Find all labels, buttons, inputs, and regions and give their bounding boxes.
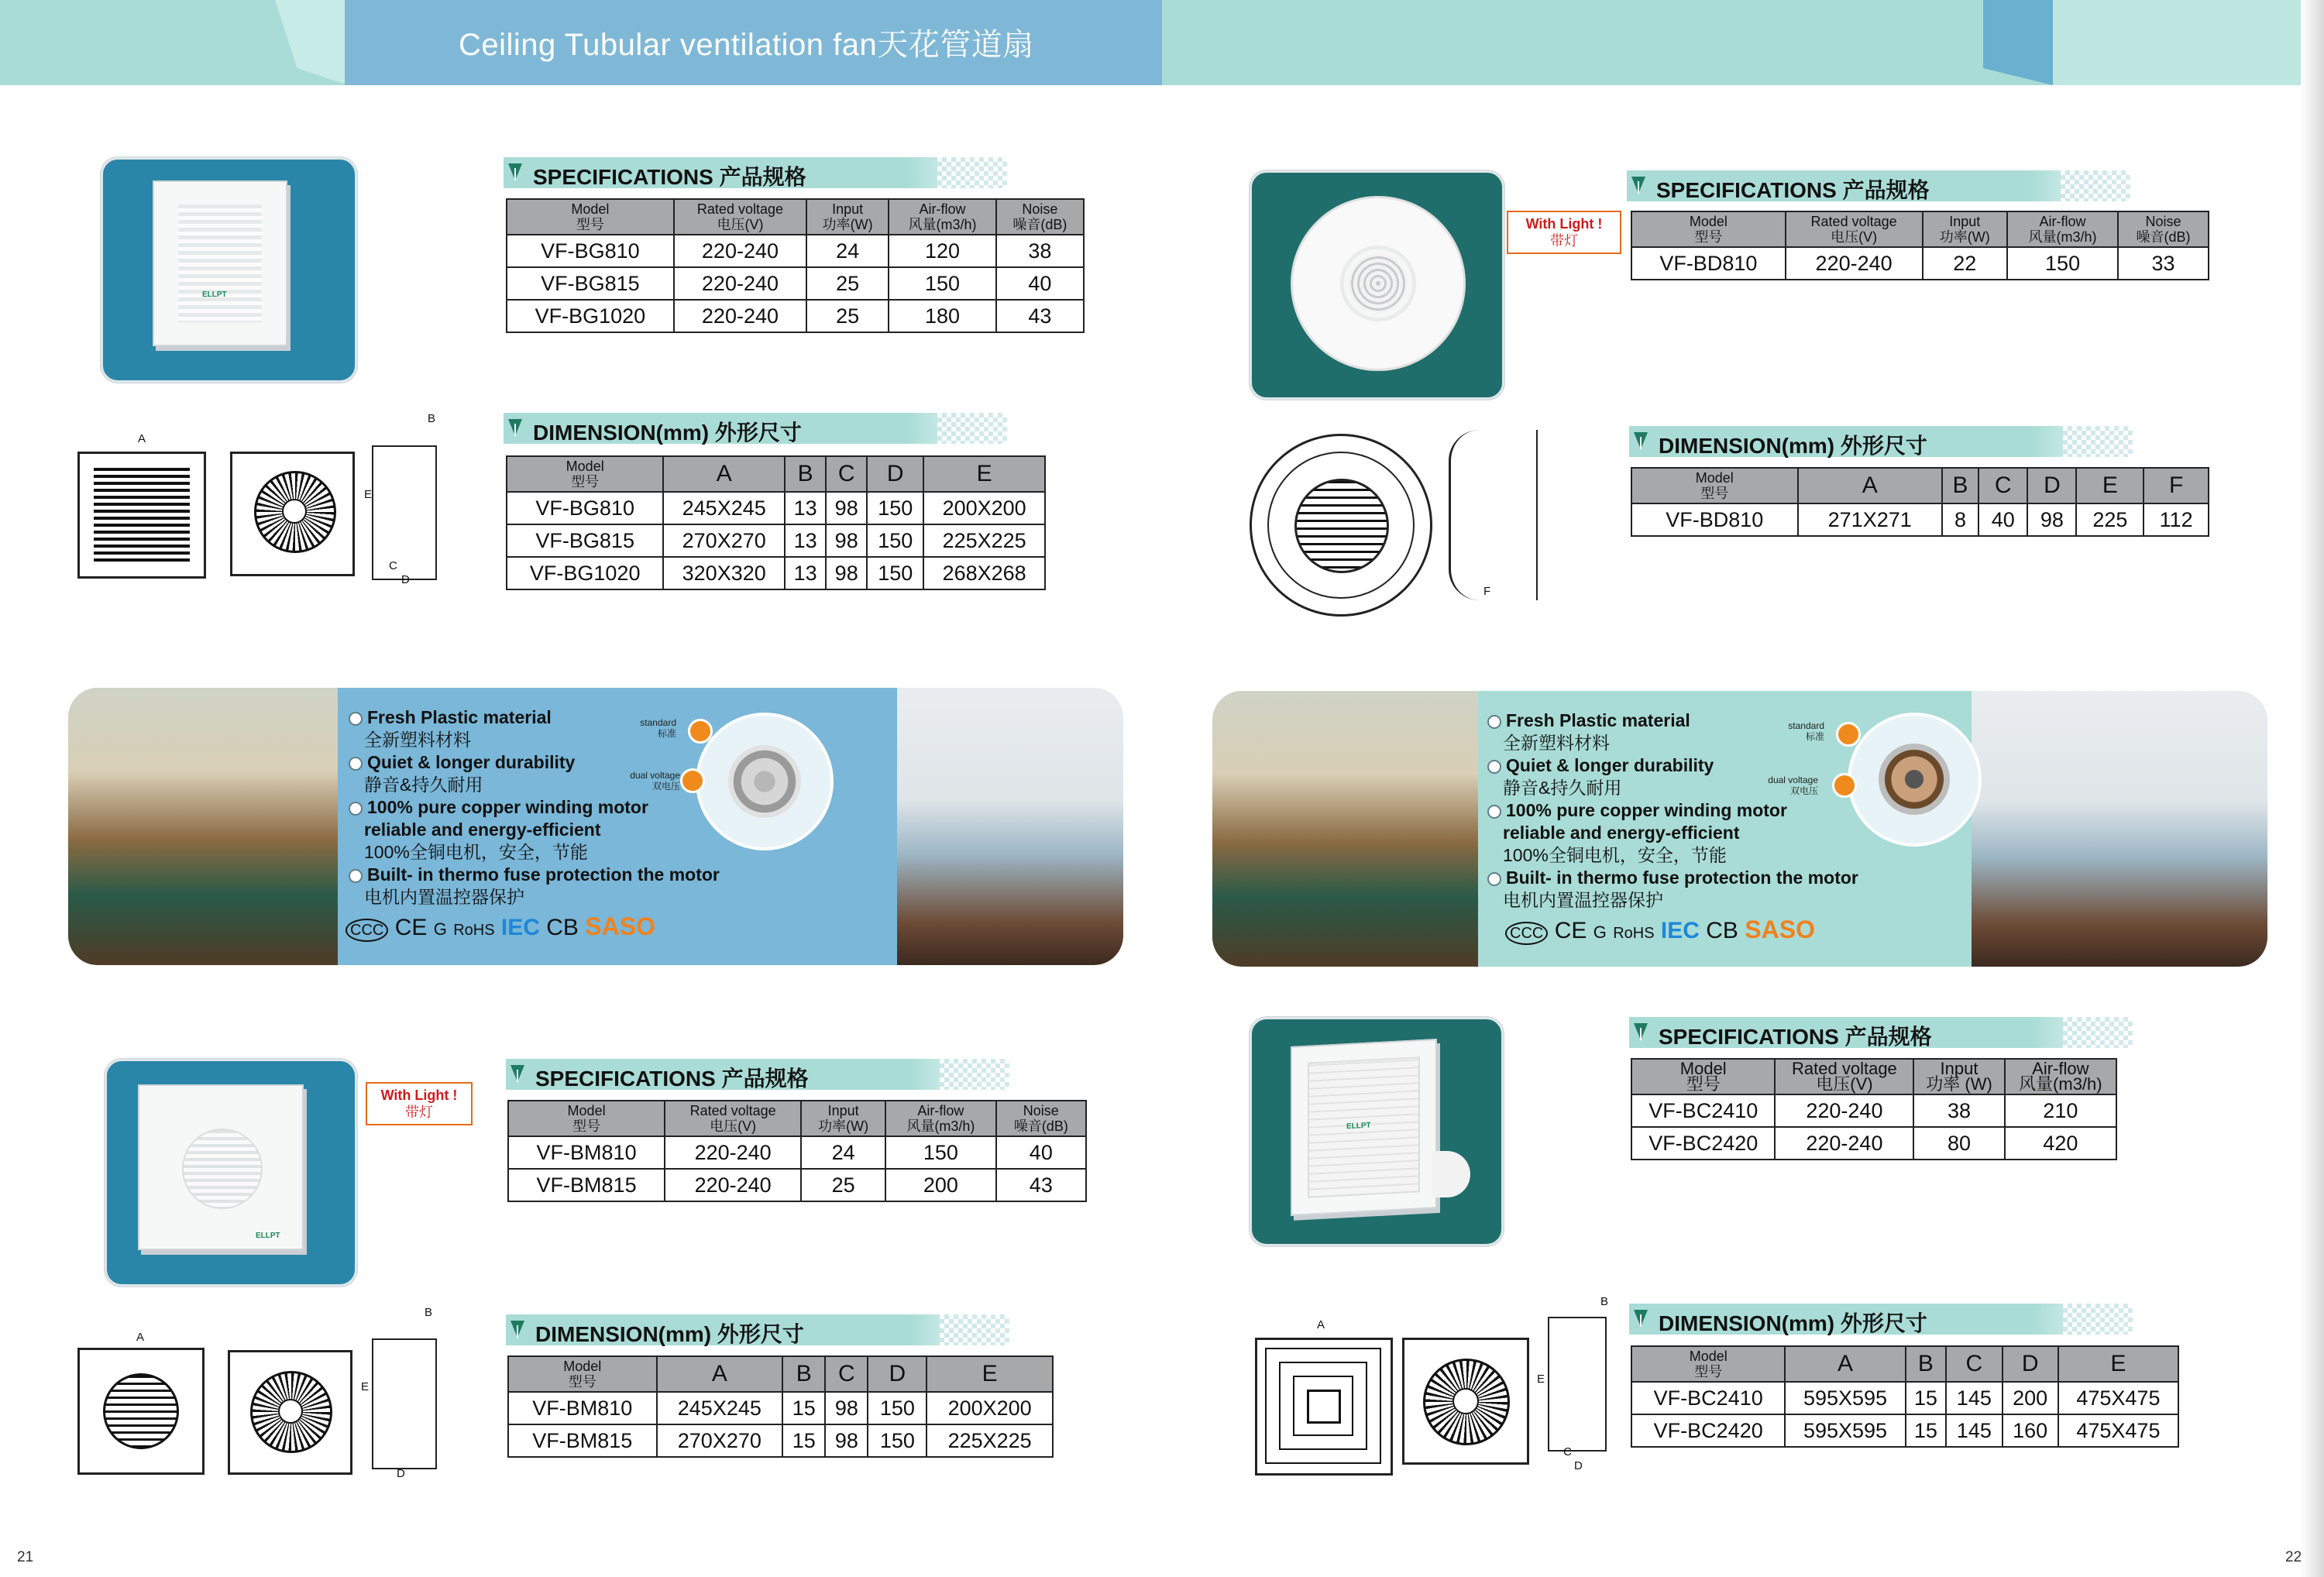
spec-table-bd: Model 型号 Rated voltage 电压(V) Input 功率(W) Air-flow 风量(m3/h) Noise 噪音(dB) VF-BD810 220-240 22 150 33: [1631, 211, 2209, 280]
drawing-side-bm: [372, 1338, 437, 1469]
leaf-icon: [509, 1063, 526, 1084]
drawing-side-bc: [1548, 1317, 1607, 1452]
motor-label-standard: standard 标准: [640, 717, 676, 739]
drawing-front-grille-bg: [77, 452, 206, 579]
dim-heading-bg: [1629, 426, 2133, 457]
dim-label-c: C: [389, 559, 397, 572]
dim-label-e: E: [1537, 1373, 1545, 1386]
dim-heading: DIMENSION(mm) 外形尺寸: [1659, 1311, 1927, 1335]
spec-heading: SPECIFICATIONS 产品规格: [535, 1067, 809, 1091]
dim-heading: DIMENSION(mm) 外形尺寸: [533, 421, 802, 445]
page-spine: [2301, 0, 2324, 1577]
banner-photo-hall: [68, 688, 338, 965]
leaf-icon: [1632, 1308, 1649, 1328]
cb-icon: CB: [546, 915, 579, 940]
ccc-icon: CCC: [1505, 922, 1548, 945]
feature-list: Fresh Plastic material 全新塑料材料 Quiet & longer durability 静音&持久耐用 100% pure copper winding motor reliable and energy-efficient 100%全铜电机，安全，节能 Built- in thermo fuse protection the motor 电机内置温控器保护: [349, 706, 720, 909]
table-row: VF-BM810 220-240 24 150 40: [508, 1136, 1086, 1169]
table-row: VF-BD810 220-240 22 150 33: [1631, 247, 2209, 280]
dim-label-d: D: [401, 573, 410, 586]
banner-photo-room: [897, 688, 1123, 965]
table-row: VF-BC2410 595X595 15 145 200 475X475: [1631, 1382, 2178, 1414]
motor-label-dual: dual voltage 双电压: [630, 770, 680, 792]
motor-image-circle: [1848, 713, 1982, 847]
header-accent-right-2: [2053, 0, 2324, 85]
drawing-side-bd: [1449, 430, 1538, 600]
standard-badge-icon: [1836, 722, 1861, 747]
iec-icon: IEC: [1660, 918, 1700, 943]
with-light-callout-bd: With Light ! 带灯: [1507, 211, 1621, 254]
dim-label-f: F: [1483, 585, 1491, 598]
table-row: VF-BC2410 220-240 38 210: [1631, 1094, 2116, 1127]
table-row: VF-BG810 220-240 24 120 38: [507, 235, 1084, 267]
dim-label-a: A: [138, 432, 146, 445]
banner-photo-room: [1972, 691, 2267, 967]
spec-table-bc: Model 型号 Rated voltage 电压(V) Input 功率 (W) Air-flow 风量(m3/h) VF-BC2410 220-240 38 210 VF-BC2420 220-240 80 420: [1631, 1058, 2117, 1160]
table-row: VF-BG1020 320X320 13 98 150 268X268: [507, 557, 1045, 589]
leaf-icon: [1630, 175, 1647, 195]
banner-photo-hall: [1212, 691, 1478, 967]
leaf-icon: [1632, 1022, 1649, 1042]
drawing-back-bc: [1402, 1338, 1529, 1465]
dim-label-e: E: [364, 488, 373, 501]
saso-icon: SASO: [1745, 916, 1815, 943]
leaf-icon: [1632, 431, 1649, 451]
dim-label-a: A: [1317, 1318, 1325, 1331]
product-photo-bc: [1250, 1017, 1504, 1246]
table-row: VF-BC2420 220-240 80 420: [1631, 1127, 2116, 1160]
gmark-icon: G: [433, 919, 447, 939]
spec-heading: SPECIFICATIONS 产品规格: [1659, 1025, 1932, 1049]
dim-label-b: B: [428, 412, 436, 425]
dim-table-bd: Model 型号 A B C D E F VF-BD810 271X271 8 40 98 225 112: [1631, 467, 2209, 537]
fan-square-image: ELLPT: [153, 180, 287, 346]
table-row: VF-BC2420 595X595 15 145 160 475X475: [1631, 1414, 2178, 1447]
spec-heading-bg: [1627, 170, 2130, 201]
fan-square-ceiling-image: ELLPT: [1291, 1039, 1437, 1216]
table-row: VF-BD810 271X271 8 40 98 225 112: [1631, 503, 2209, 536]
leaf-icon: [509, 1319, 526, 1339]
table-row: VF-BG815 270X270 13 98 150 225X225: [507, 524, 1045, 557]
drawing-side-bg: [372, 445, 437, 580]
motor-label-standard: standard 标准: [1788, 720, 1824, 742]
fan-round-image: [1291, 196, 1466, 371]
dim-label-c: C: [1563, 1445, 1572, 1458]
dual-voltage-badge-icon: [1832, 773, 1857, 798]
dim-table-bc: Model 型号 A B C D E VF-BC2410 595X595 15 145 200 475X475 VF-BC2420 595X595 15 145 160 475X475: [1631, 1345, 2179, 1448]
dim-heading: DIMENSION(mm) 外形尺寸: [1659, 434, 1927, 458]
spec-heading: SPECIFICATIONS 产品规格: [533, 165, 806, 189]
drawing-front-round-bd: [1250, 434, 1432, 617]
page-title: Ceiling Tubular ventilation fan天花管道扇: [459, 28, 1034, 62]
leaf-icon: [507, 417, 524, 438]
ccc-icon: CCC: [346, 919, 388, 942]
ce-icon: CE: [394, 915, 428, 940]
feature-banner-right: [1212, 691, 2267, 967]
feature-banner-left: [68, 688, 1123, 965]
leaf-icon: [507, 162, 524, 182]
motor-label-dual: dual voltage 双电压: [1768, 775, 1818, 796]
dim-heading-bg: [1629, 1304, 2133, 1335]
dim-label-d: D: [1574, 1459, 1583, 1472]
dim-label-a: A: [136, 1331, 145, 1344]
drawing-back-bm: [228, 1350, 352, 1475]
dim-table-bg: Model 型号 A B C D E VF-BG810 245X245 13 98 150 200X200 VF-BG815 270X270 13 98 150 225X225 VF-BG1020 320X320 13 98 150 268X268: [506, 455, 1046, 590]
drawing-front-round-bm: [77, 1348, 205, 1475]
spec-heading-bg: [504, 157, 1007, 188]
motor-image-circle: [696, 713, 834, 850]
dim-heading-bg: [504, 413, 1007, 444]
fan-square-light-image: ELLPT: [138, 1084, 304, 1250]
dim-label-e: E: [361, 1380, 370, 1393]
table-row: VF-BM815 270X270 15 98 150 225X225: [508, 1424, 1053, 1457]
dim-label-d: D: [397, 1467, 405, 1480]
rohs-icon: RoHS: [1613, 925, 1655, 942]
table-row: VF-BG810 245X245 13 98 150 200X200: [507, 492, 1045, 524]
saso-icon: SASO: [585, 912, 655, 940]
spec-heading-bg: [1629, 1017, 2133, 1048]
iec-icon: IEC: [500, 915, 540, 940]
page-number-left: 21: [17, 1549, 34, 1565]
table-row: VF-BG1020 220-240 25 180 43: [507, 300, 1084, 332]
spec-heading-bg: [506, 1059, 1009, 1090]
motor-image: [1879, 744, 1950, 815]
spec-table-bm: Model 型号 Rated voltage 电压(V) Input 功率(W) Air-flow 风量(m3/h) Noise 噪音(dB) VF-BM810 220-240 24 150 40 VF-BM815 220-240 25 200 43: [507, 1100, 1087, 1202]
gmark-icon: G: [1593, 922, 1607, 942]
ce-icon: CE: [1554, 918, 1587, 943]
drawing-back-bg: [230, 452, 355, 576]
motor-image: [728, 745, 801, 818]
dim-heading-bg: [506, 1314, 1009, 1345]
product-photo-bg: [101, 157, 357, 383]
product-photo-bd: [1250, 170, 1504, 400]
dim-label-b: B: [1600, 1295, 1609, 1308]
dim-label-b: B: [425, 1306, 433, 1319]
page-number-right: 22: [2285, 1549, 2302, 1565]
standard-badge-icon: [688, 719, 713, 744]
cb-icon: CB: [1706, 918, 1738, 943]
dim-heading: DIMENSION(mm) 外形尺寸: [535, 1322, 804, 1346]
rohs-icon: RoHS: [453, 922, 495, 939]
product-photo-bm: [105, 1059, 357, 1287]
cert-logos: [346, 912, 655, 941]
spec-table-bg: Model 型号 Rated voltage 电压(V) Input 功率(W) Air-flow 风量(m3/h) Noise 噪音(dB) VF-BG810 220-240 24 120 38 VF-BG815 220-240 25 150 40 VF-BG1020 220-240 25 180 43: [506, 198, 1085, 333]
feature-list: Fresh Plastic material 全新塑料材料 Quiet & longer durability 静音&持久耐用 100% pure copper winding motor reliable and energy-efficient 100%全铜电机，安全，节能 Built- in thermo fuse protection the motor 电机内置温控器保护: [1487, 709, 1858, 912]
drawing-front-square-bc: [1255, 1338, 1393, 1476]
cert-logos: [1505, 916, 1815, 944]
dim-table-bm: Model 型号 A B C D E VF-BM810 245X245 15 98 150 200X200 VF-BM815 270X270 15 98 150 225X225: [507, 1355, 1054, 1458]
dual-voltage-badge-icon: [680, 768, 705, 793]
table-row: VF-BG815 220-240 25 150 40: [507, 267, 1084, 300]
spec-heading: SPECIFICATIONS 产品规格: [1656, 178, 1930, 202]
table-row: VF-BM810 245X245 15 98 150 200X200: [508, 1392, 1053, 1424]
with-light-callout-bm: With Light ! 带灯: [366, 1082, 473, 1125]
table-row: VF-BM815 220-240 25 200 43: [508, 1169, 1086, 1201]
